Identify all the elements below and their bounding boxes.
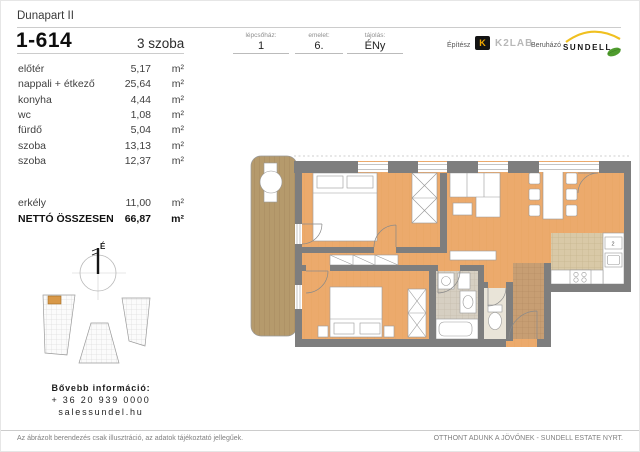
- room-area: 11,00: [125, 197, 151, 209]
- staircase-label: lépcsőház:: [245, 32, 277, 39]
- total-name: NETTÓ ÖSSZESEN: [18, 213, 114, 225]
- field-staircase: [233, 32, 289, 54]
- footer-divider: [1, 430, 640, 431]
- room-name: erkély: [18, 197, 47, 209]
- architect-label: Építész: [447, 42, 471, 49]
- table-row: [18, 109, 188, 124]
- staircase-value: 1: [257, 40, 265, 52]
- developer-name: SUNDELL: [563, 43, 612, 52]
- room-name: előtér: [18, 63, 45, 75]
- floor-plan: [234, 129, 640, 385]
- room-unit: m²: [171, 140, 184, 152]
- room-name: fürdő: [18, 124, 42, 136]
- contact-phone: + 36 20 939 0000: [51, 395, 151, 405]
- developer-label: Beruházó: [531, 42, 561, 49]
- total-unit: m²: [171, 213, 184, 225]
- fridge-label: 2: [611, 241, 615, 248]
- pillow: [347, 176, 373, 188]
- room-name: szoba: [18, 140, 47, 152]
- site-building-right: [122, 298, 150, 346]
- contact-heading: Bővebb információ:: [51, 383, 151, 393]
- room-name: szoba: [18, 155, 47, 167]
- outside-area: [551, 292, 634, 347]
- room-unit: m²: [171, 124, 184, 136]
- table-row: [18, 78, 188, 93]
- nightstand: [318, 326, 328, 337]
- k2lab-logo-icon: K: [475, 36, 490, 50]
- room-unit: m²: [171, 78, 184, 90]
- pillow: [334, 323, 354, 334]
- room-area: 25,64: [124, 78, 151, 90]
- table-row: [18, 155, 188, 170]
- nightstand: [384, 326, 394, 337]
- contact-website: salessundel.hu: [58, 407, 144, 417]
- coffee-table: [453, 203, 472, 215]
- contact-block: [34, 382, 168, 418]
- table-row: [18, 94, 188, 109]
- chair: [529, 173, 540, 184]
- room-unit: m²: [171, 63, 184, 75]
- site-plan: [36, 289, 156, 369]
- unit-underline: [17, 53, 184, 54]
- balcony: [251, 156, 297, 336]
- room-area: 13,13: [124, 140, 151, 152]
- pillow: [317, 176, 343, 188]
- corridor-wardrobe: [330, 255, 398, 265]
- orientation-label: tájolás:: [364, 32, 386, 39]
- architect-name: K2LAB: [495, 38, 534, 49]
- room-count: 3 szoba: [137, 36, 185, 51]
- bedroom2-furniture: [318, 287, 426, 337]
- table-row: [18, 124, 188, 139]
- balcony-row: [18, 197, 188, 212]
- project-title: Dunapart II: [17, 10, 74, 22]
- chair: [566, 173, 577, 184]
- orientation-value: ÉNy: [364, 40, 386, 52]
- room-area: 5,04: [130, 124, 151, 136]
- room-unit: m²: [171, 155, 184, 167]
- site-building-middle: [79, 323, 119, 363]
- table-row: [18, 63, 188, 78]
- north-label: É: [100, 242, 106, 251]
- chair: [566, 189, 577, 200]
- pillow: [360, 323, 380, 334]
- room-name: wc: [18, 109, 31, 121]
- hall-floor: [513, 263, 544, 339]
- footer-disclaimer: Az ábrázolt berendezés csak illusztráció, az adatok tájékoztató jellegűek.: [17, 435, 244, 442]
- balcony-table: [260, 171, 282, 193]
- room-unit: m²: [171, 197, 184, 209]
- washing-machine: [438, 273, 454, 289]
- dining-table: [543, 169, 563, 219]
- unit-number: 1-614: [16, 29, 73, 52]
- room-area: 4,44: [130, 94, 151, 106]
- site-unit-highlight: [48, 296, 61, 304]
- bath-sink: [460, 291, 476, 313]
- sideboard: [450, 251, 496, 260]
- room-unit: m²: [171, 94, 184, 106]
- sundell-logo: [559, 29, 627, 57]
- chair: [566, 205, 577, 216]
- footer-slogan: OTTHONT ADUNK A JÖVŐNEK - SUNDELL ESTATE NYRT.: [433, 435, 623, 442]
- table-row: [18, 140, 188, 155]
- header-divider: [17, 27, 621, 28]
- stove: [570, 270, 591, 284]
- room-area: 12,37: [124, 155, 151, 167]
- room-name: konyha: [18, 94, 52, 106]
- room-name: nappali + étkező: [18, 78, 95, 90]
- chair: [529, 205, 540, 216]
- total-row: [18, 213, 188, 228]
- toilet-bowl: [489, 313, 502, 330]
- field-orientation: [347, 32, 403, 54]
- total-area: 66,87: [124, 213, 151, 225]
- chair: [529, 189, 540, 200]
- floor-value: 6.: [314, 40, 324, 52]
- field-floor: [295, 32, 343, 54]
- room-area: 5,17: [130, 63, 151, 75]
- floor-label: emelet:: [308, 32, 330, 39]
- room-unit: m²: [171, 109, 184, 121]
- room-area: 1,08: [130, 109, 151, 121]
